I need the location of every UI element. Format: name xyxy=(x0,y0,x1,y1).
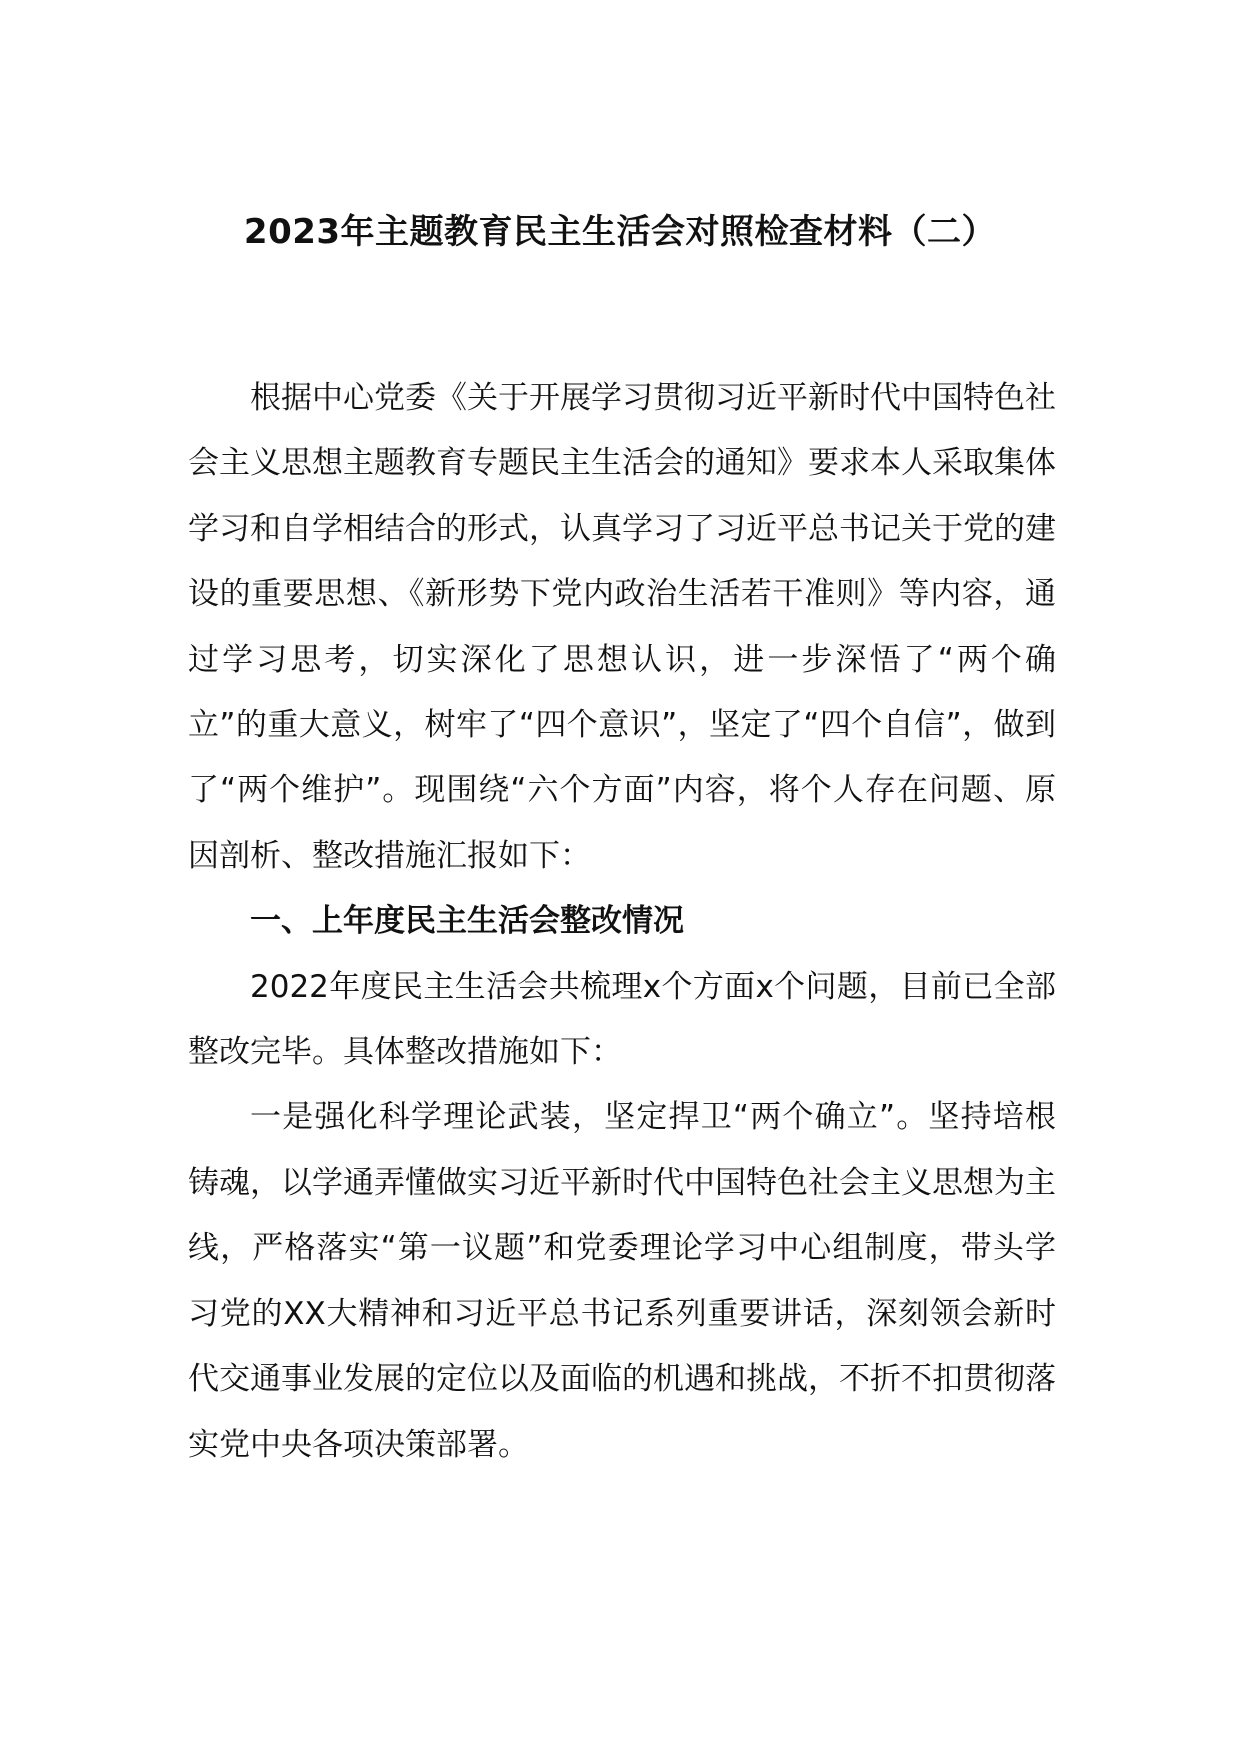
document-title: 2023年主题教育民主生活会对照检查材料（二） xyxy=(243,212,997,252)
section-heading: 一、上年度民主生活会整改情况 xyxy=(250,903,684,940)
section-paragraph-measure-one: 一是强化科学理论武装，坚定捍卫“两个确立”。坚持培根铸魂，以学通弄懂做实习近平新时代中国特色社会主义思想为主线，严格落实“第一议题”和党委理论学习中心组制度，带头学习党的XX大精神和习近平总书记系列重要讲话，深刻领会新时代交通事业发展的定位以及面临的机遇和挑战，不折不扣贯彻落实党中央各项决策部署。 xyxy=(188,1099,1056,1463)
intro-paragraph: 根据中心党委《关于开展学习贯彻习近平新时代中国特色社会主义思想主题教育专题民主生活会的通知》要求本人采取集体学习和自学相结合的形式，认真学习了习近平总书记关于党的建设的重要思想、《新形势下党内政治生活若干准则》等内容，通过学习思考，切实深化了思想认识，进一步深悟了“两个确立”的重大意义，树牢了“四个意识”，坚定了“四个自信”，做到了“两个维护”。现围绕“六个方面”内容，将个人存在问题、原因剖析、整改措施汇报如下： xyxy=(188,380,1056,874)
section-paragraph-summary: 2022年度民主生活会共梳理x个方面x个问题，目前已全部整改完毕。具体整改措施如下： xyxy=(188,968,1056,1071)
document-body xyxy=(188,366,1056,1478)
